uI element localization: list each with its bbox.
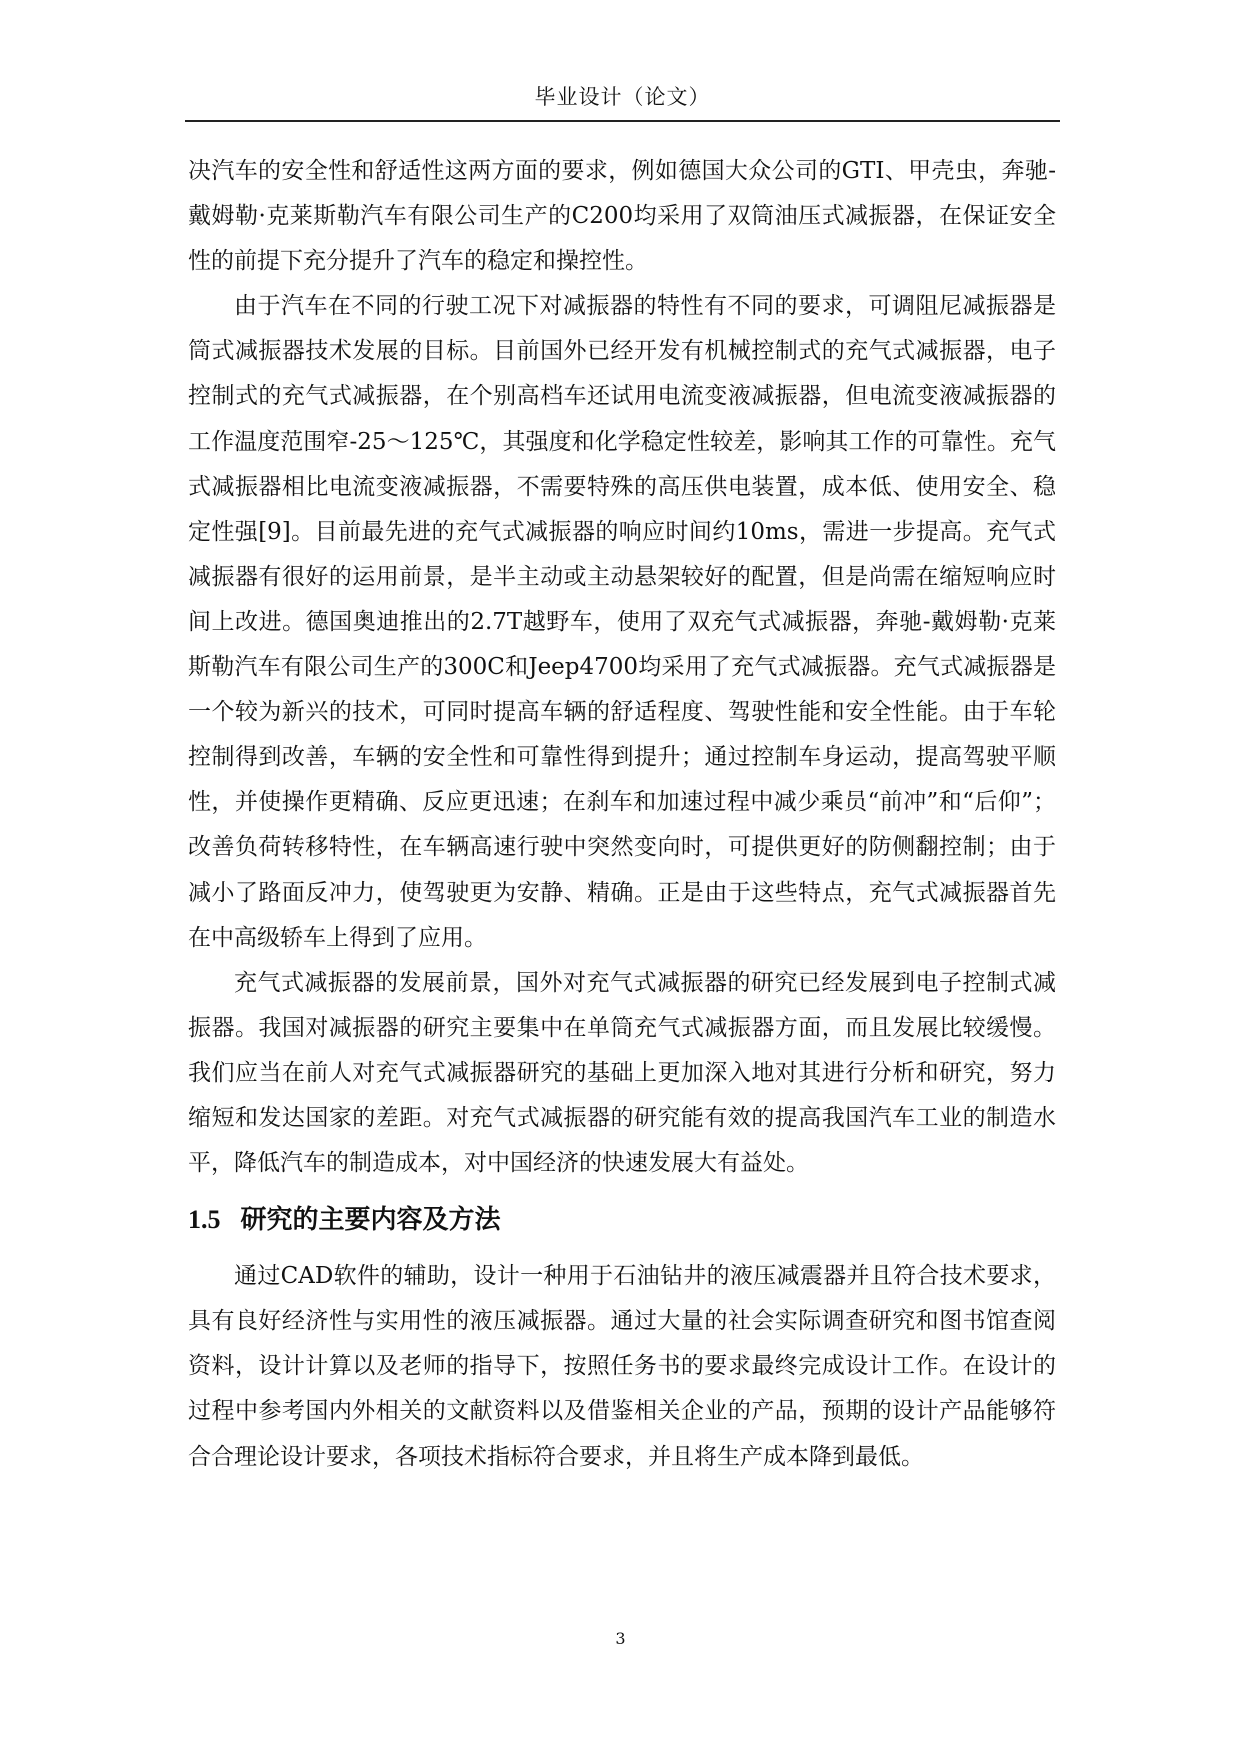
body-paragraph: 充气式减振器的发展前景，国外对充气式减振器的研究已经发展到电子控制式减振器。我国对减振器的研究主要集中在单筒充气式减振器方面，而且发展比较缓慢。我们应当在前人对充气式减振器研究的基础上更加深入地对其进行分析和研究，努力缩短和发达国家的差距。对充气式减振器的研究能有效的提高我国汽车工业的制造水平，降低汽车的制造成本，对中国经济的快速发展大有益处。 xyxy=(188,969,1056,1177)
page-number: 3 xyxy=(615,1629,626,1648)
body-paragraph: 决汽车的安全性和舒适性这两方面的要求，例如德国大众公司的GTI、甲壳虫，奔驰-戴姆勒·克莱斯勒汽车有限公司生产的C200均采用了双筒油压式减振器，在保证安全性的前提下充分提升了汽车的稳定和操控性。 xyxy=(188,158,1056,275)
header-rule xyxy=(185,120,1060,122)
section-heading xyxy=(188,1186,1056,1254)
section-number: 1.5 xyxy=(188,1205,221,1235)
section-title: 研究的主要内容及方法 xyxy=(240,1205,501,1236)
body-paragraph: 通过CAD软件的辅助，设计一种用于石油钻井的液压减震器并且符合技术要求，具有良好经济性与实用性的液压减振器。通过大量的社会实际调查研究和图书馆查阅资料，设计计算以及老师的指导下，按照任务书的要求最终完成设计工作。在设计的过程中参考国内外相关的文献资料以及借鉴相关企业的产品，预期的设计产品能够符合合理论设计要求，各项技术指标符合要求，并且将生产成本降到最低。 xyxy=(188,1263,1056,1470)
body-paragraph: 由于汽车在不同的行驶工况下对减振器的特性有不同的要求，可调阻尼减振器是筒式减振器技术发展的目标。目前国外已经开发有机械控制式的充气式减振器，电子控制式的充气式减振器，在个别高档车还试用电流变液减振器，但电流变液减振器的工作温度范围窄-25～125℃，其强度和化学稳定性较差，影响其工作的可靠性。充气式减振器相比电流变液减振器，不需要特殊的高压供电装置，成本低、使用安全、稳定性强[9]。目前最先进的充气式减振器的响应时间约10ms，需进一步提高。充气式减振器有很好的运用前景，是半主动或主动悬架较好的配置，但是尚需在缩短响应时间上改进。德国奥迪推出的2.7T越野车，使用了双充气式减振器，奔驰-戴姆勒·克莱斯勒汽车有限公司生产的300C和Jeep4700均采用了充气式减振器。充气式减振器是一个较为新兴的技术，可同时提高车辆的舒适程度、驾驶性能和安全性能。由于车轮控制得到改善，车辆的安全性和可靠性得到提升；通过控制车身运动，提高驾驶平顺性，并使操作更精确、反应更迅速；在刹车和加速过程中减少乘员“前冲”和“后仰”；改善负荷转移特性，在车辆高速行驶中突然变向时，可提供更好的防侧翻控制；由于减小了路面反冲力，使驾驶更为安静、精确。正是由于这些特点，充气式减振器首先在中高级轿车上得到了应用。 xyxy=(188,293,1056,951)
running-header: 毕业设计（论文） xyxy=(534,85,711,109)
body-content xyxy=(188,149,1056,1480)
